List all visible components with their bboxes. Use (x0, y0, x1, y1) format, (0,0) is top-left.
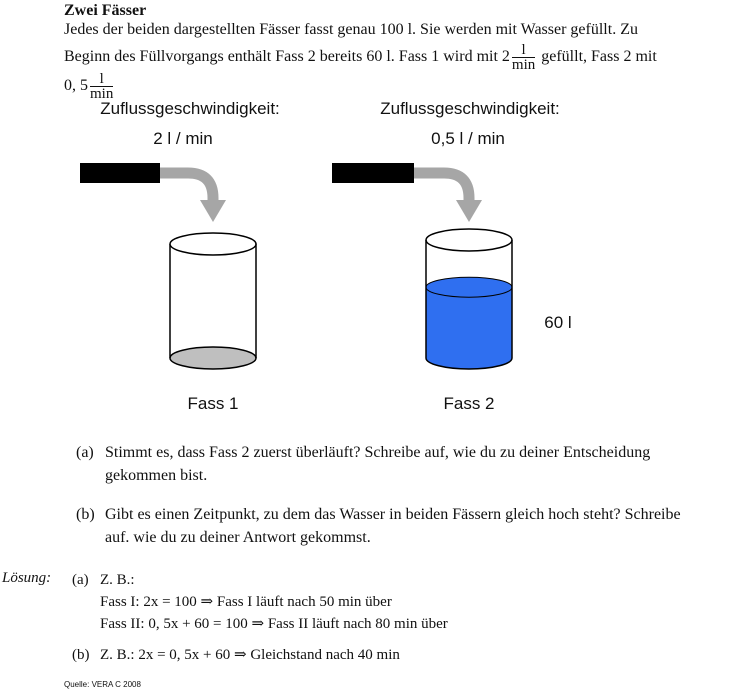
question-b (76, 504, 732, 550)
barrel-label-fass-1: Fass 1 (187, 394, 239, 413)
barrel-label-fass-2: Fass 2 (443, 394, 495, 413)
barrel-fass-2 (426, 229, 512, 369)
inflow-arrow-head-fass-1 (200, 200, 226, 222)
problem-text-line-2b: gefüllt, Fass 2 mit (541, 48, 657, 66)
volume-label-fass-2: 60 l (544, 313, 572, 332)
solution-b-text: Z. B.: 2x = 0, 5x + 60 ⇒ Gleichstand nach 40 min (100, 647, 400, 663)
problem-text-line-3a: 0, 5 (64, 77, 88, 95)
barrel-top-fass-1 (170, 233, 256, 255)
fraction-numerator: l (90, 72, 113, 87)
question-b-line-2: auf. wie du zu deiner Antwort gekommst. (105, 529, 371, 546)
inflow-arrow-shaft-fass-1 (160, 173, 213, 202)
inflow-arrow-shaft-fass-2 (414, 173, 469, 202)
problem-title: Zwei Fässer (64, 2, 147, 19)
barrel-fass-1 (170, 233, 256, 369)
question-a-label: (a) (76, 444, 94, 461)
solution-a-line-1: Fass I: 2x = 100 ⇒ Fass I läuft nach 50 min über (100, 594, 392, 610)
question-a-line-2: gekommen bist. (105, 467, 208, 484)
solution-a-label: (a) (72, 572, 89, 588)
fraction-denominator: min (511, 57, 536, 73)
flow-rate-fass-2: 0,5 l / min (431, 129, 505, 148)
inflow-pipe-fass-1 (80, 163, 160, 183)
inflow-pipe-fass-2 (332, 163, 414, 183)
question-a (76, 442, 732, 488)
problem-text-line-1: Jedes der beiden dargestellten Fässer fasst genau 100 l. Sie werden mit Wasser gefüllt. Zu (64, 21, 638, 38)
water-surface-fass-2 (426, 277, 512, 297)
water-fill-fass-2 (426, 287, 512, 369)
barrel-top-fass-2 (426, 229, 512, 251)
flow-rate-fass-1: 2 l / min (153, 129, 213, 148)
solution-heading: Lösung: (2, 570, 52, 586)
source-note: Quelle: VERA C 2008 (64, 680, 141, 689)
problem-text-line-2 (64, 43, 732, 72)
question-a-line-1: Stimmt es, dass Fass 2 zuerst überläuft? Schreibe auf, wie du zu deiner Entscheidung (105, 444, 651, 461)
fraction-numerator: l (512, 43, 535, 58)
solution-b-label: (b) (72, 647, 90, 663)
flow-heading-fass-1: Zuflussgeschwindigkeit: (100, 99, 280, 118)
fraction-denominator: min (90, 86, 114, 102)
question-b-line-1: Gibt es einen Zeitpunkt, zu dem das Wasser in beiden Fässern gleich hoch steht? Schreibe (105, 506, 681, 523)
flow-heading-fass-2: Zuflussgeschwindigkeit: (380, 99, 560, 118)
inflow-arrow-head-fass-2 (456, 200, 482, 222)
question-b-label: (b) (76, 506, 95, 523)
solution-a-intro: Z. B.: (100, 572, 135, 588)
problem-text-line-2a: Beginn des Füllvorgangs enthält Fass 2 bereits 60 l. Fass 1 wird mit 2 (64, 48, 510, 66)
fraction-l-per-min-1 (512, 43, 535, 72)
barrel-bottom-fass-1 (170, 347, 256, 369)
solution-a-line-2: Fass II: 0, 5x + 60 = 100 ⇒ Fass II läuft nach 80 min über (100, 616, 448, 632)
barrels-figure (0, 94, 733, 424)
